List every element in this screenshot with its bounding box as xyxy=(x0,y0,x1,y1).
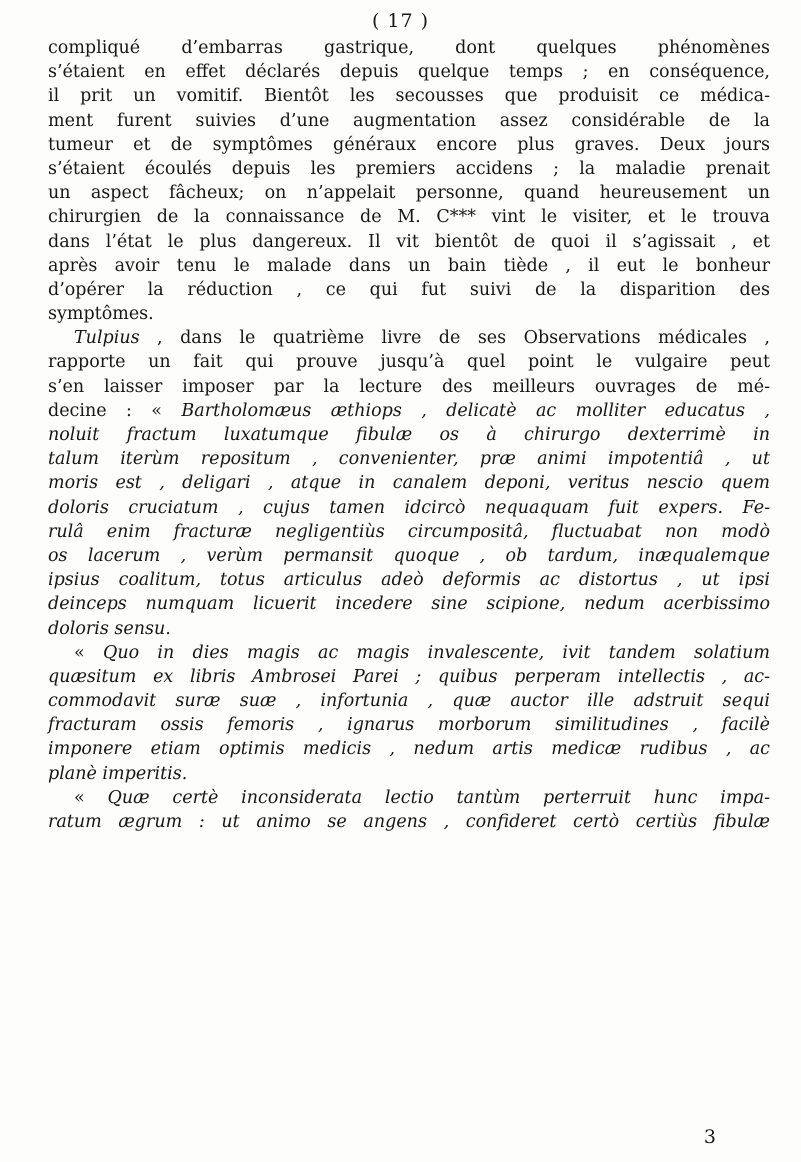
text-line xyxy=(48,205,770,229)
italic-text: Quæ certè inconsiderata lectio tantùm perterruit hunc impa- xyxy=(107,787,770,808)
italic-text: rulâ enim fracturæ negligentiùs circumpositâ, fluctuabat non modò xyxy=(48,521,770,542)
text-line xyxy=(48,713,770,737)
italic-text: planè imperitis. xyxy=(48,763,188,784)
text-line xyxy=(48,278,770,302)
text-line xyxy=(48,737,770,761)
text-line xyxy=(48,471,770,495)
text-line xyxy=(48,326,770,350)
italic-text: imponere etiam optimis medicis , nedum artis medicæ rudibus , ac xyxy=(48,739,770,760)
text-line xyxy=(48,36,770,60)
text-line xyxy=(48,230,770,254)
italic-text: doloris sensu. xyxy=(48,618,171,639)
text-run: dans l’état le plus dangereux. Il vit bientôt de quoi il s’agissait , et xyxy=(48,231,770,252)
text-line xyxy=(48,181,770,205)
text-run: s’en laisser imposer par la lecture des meilleurs ouvrages de mé- xyxy=(48,376,770,397)
text-run: s’étaient en effet déclarés depuis quelque temps ; en conséquence, xyxy=(48,62,770,83)
text-line xyxy=(48,592,770,616)
text-run: rapporte un fait qui prouve jusqu’à quel point le vulgaire peut xyxy=(48,352,770,373)
text-run: il prit un vomitif. Bientôt les secousses que produisit ce médica- xyxy=(48,86,770,107)
italic-text: noluit fractum luxatumque fibulæ os à chirurgo dexterrimè in xyxy=(48,425,770,445)
italic-text: Quo in dies magis ac magis invalescente, ivit tandem solatium xyxy=(102,642,770,663)
text-line xyxy=(48,568,770,592)
text-line xyxy=(48,689,770,713)
text-run: « xyxy=(74,642,103,663)
italic-text: talum iterùm repositum , convenienter, præ animi impotentiâ , ut xyxy=(48,449,770,470)
italic-text: fracturam ossis femoris , ignarus morborum similitudines , facilè xyxy=(48,715,770,736)
italic-text: ipsius coalitum, totus articulus adeò deformis ac distortus , ut ipsi xyxy=(48,570,770,591)
italic-text: quæsitum ex libris Ambrosei Parei ; quibus perperam intellectis , ac- xyxy=(48,666,770,687)
page-number: ( 17 ) xyxy=(371,10,430,32)
text-line xyxy=(48,302,770,326)
italic-text: Tulpius xyxy=(74,328,140,349)
text-run: decine : « xyxy=(48,400,182,421)
text-run: chirurgien de la connaissance de M. C*** vint le visiter, et le trouva xyxy=(48,207,770,228)
italic-text: doloris cruciatum , cujus tamen idcircò nequaquam fuit expers. Fe- xyxy=(48,497,770,518)
text-line xyxy=(48,399,770,423)
italic-text: Bartholomæus æthiops , delicatè ac molliter educatus , xyxy=(181,400,770,421)
text-run: après avoir tenu le malade dans un bain tiède , il eut le bonheur xyxy=(48,255,770,276)
text-line xyxy=(48,641,770,665)
italic-text: moris est , deligari , atque in canalem deponi, veritus nescio quem xyxy=(48,473,770,494)
body-text xyxy=(48,36,770,834)
text-run: un aspect fâcheux; on n’appelait personne, quand heureusement un xyxy=(48,183,770,204)
text-line xyxy=(48,520,770,544)
italic-text: deinceps numquam licuerit incedere sine scipione, nedum acerbissimo xyxy=(48,594,770,615)
text-line xyxy=(48,375,770,399)
italic-text: ratum ægrum : ut animo se angens , confideret certò certiùs fibulæ xyxy=(48,812,770,832)
text-line xyxy=(48,786,770,810)
italic-text: commodavit suræ suæ , infortunia , quæ auctor ille adstruit sequi xyxy=(48,691,770,712)
text-line xyxy=(48,544,770,568)
text-line xyxy=(48,157,770,181)
paragraph-p3 xyxy=(48,641,770,786)
text-line xyxy=(48,423,770,447)
text-line xyxy=(48,447,770,471)
text-line xyxy=(48,350,770,374)
text-line xyxy=(48,84,770,108)
text-line xyxy=(48,60,770,84)
text-run: ment furent suivies d’une augmentation assez considérable de la xyxy=(48,110,770,131)
text-run: , dans le quatrième livre de ses Observations médicales , xyxy=(139,328,770,349)
text-run: d’opérer la réduction , ce qui fut suivi de la disparition des xyxy=(48,279,770,300)
text-line xyxy=(48,617,770,641)
paragraph-p2 xyxy=(48,326,770,640)
text-run: s’étaient écoulés depuis les premiers accidens ; la maladie prenait xyxy=(48,158,770,179)
paragraph-p4 xyxy=(48,786,770,834)
paragraph-p1 xyxy=(48,36,770,326)
text-run: compliqué d’embarras gastrique, dont quelques phénomènes xyxy=(48,38,770,58)
text-line xyxy=(48,810,770,834)
text-run: symptômes. xyxy=(48,304,154,325)
text-line xyxy=(48,133,770,157)
text-line xyxy=(48,254,770,278)
text-line xyxy=(48,496,770,520)
text-line xyxy=(48,762,770,786)
text-run: « xyxy=(74,787,108,808)
text-line xyxy=(48,665,770,689)
text-run: tumeur et de symptômes généraux encore plus graves. Deux jours xyxy=(48,134,770,155)
text-line xyxy=(48,109,770,133)
italic-text: os lacerum , verùm permansit quoque , ob tardum, inæqualemque xyxy=(48,545,770,566)
signature-mark: 3 xyxy=(703,1126,716,1148)
